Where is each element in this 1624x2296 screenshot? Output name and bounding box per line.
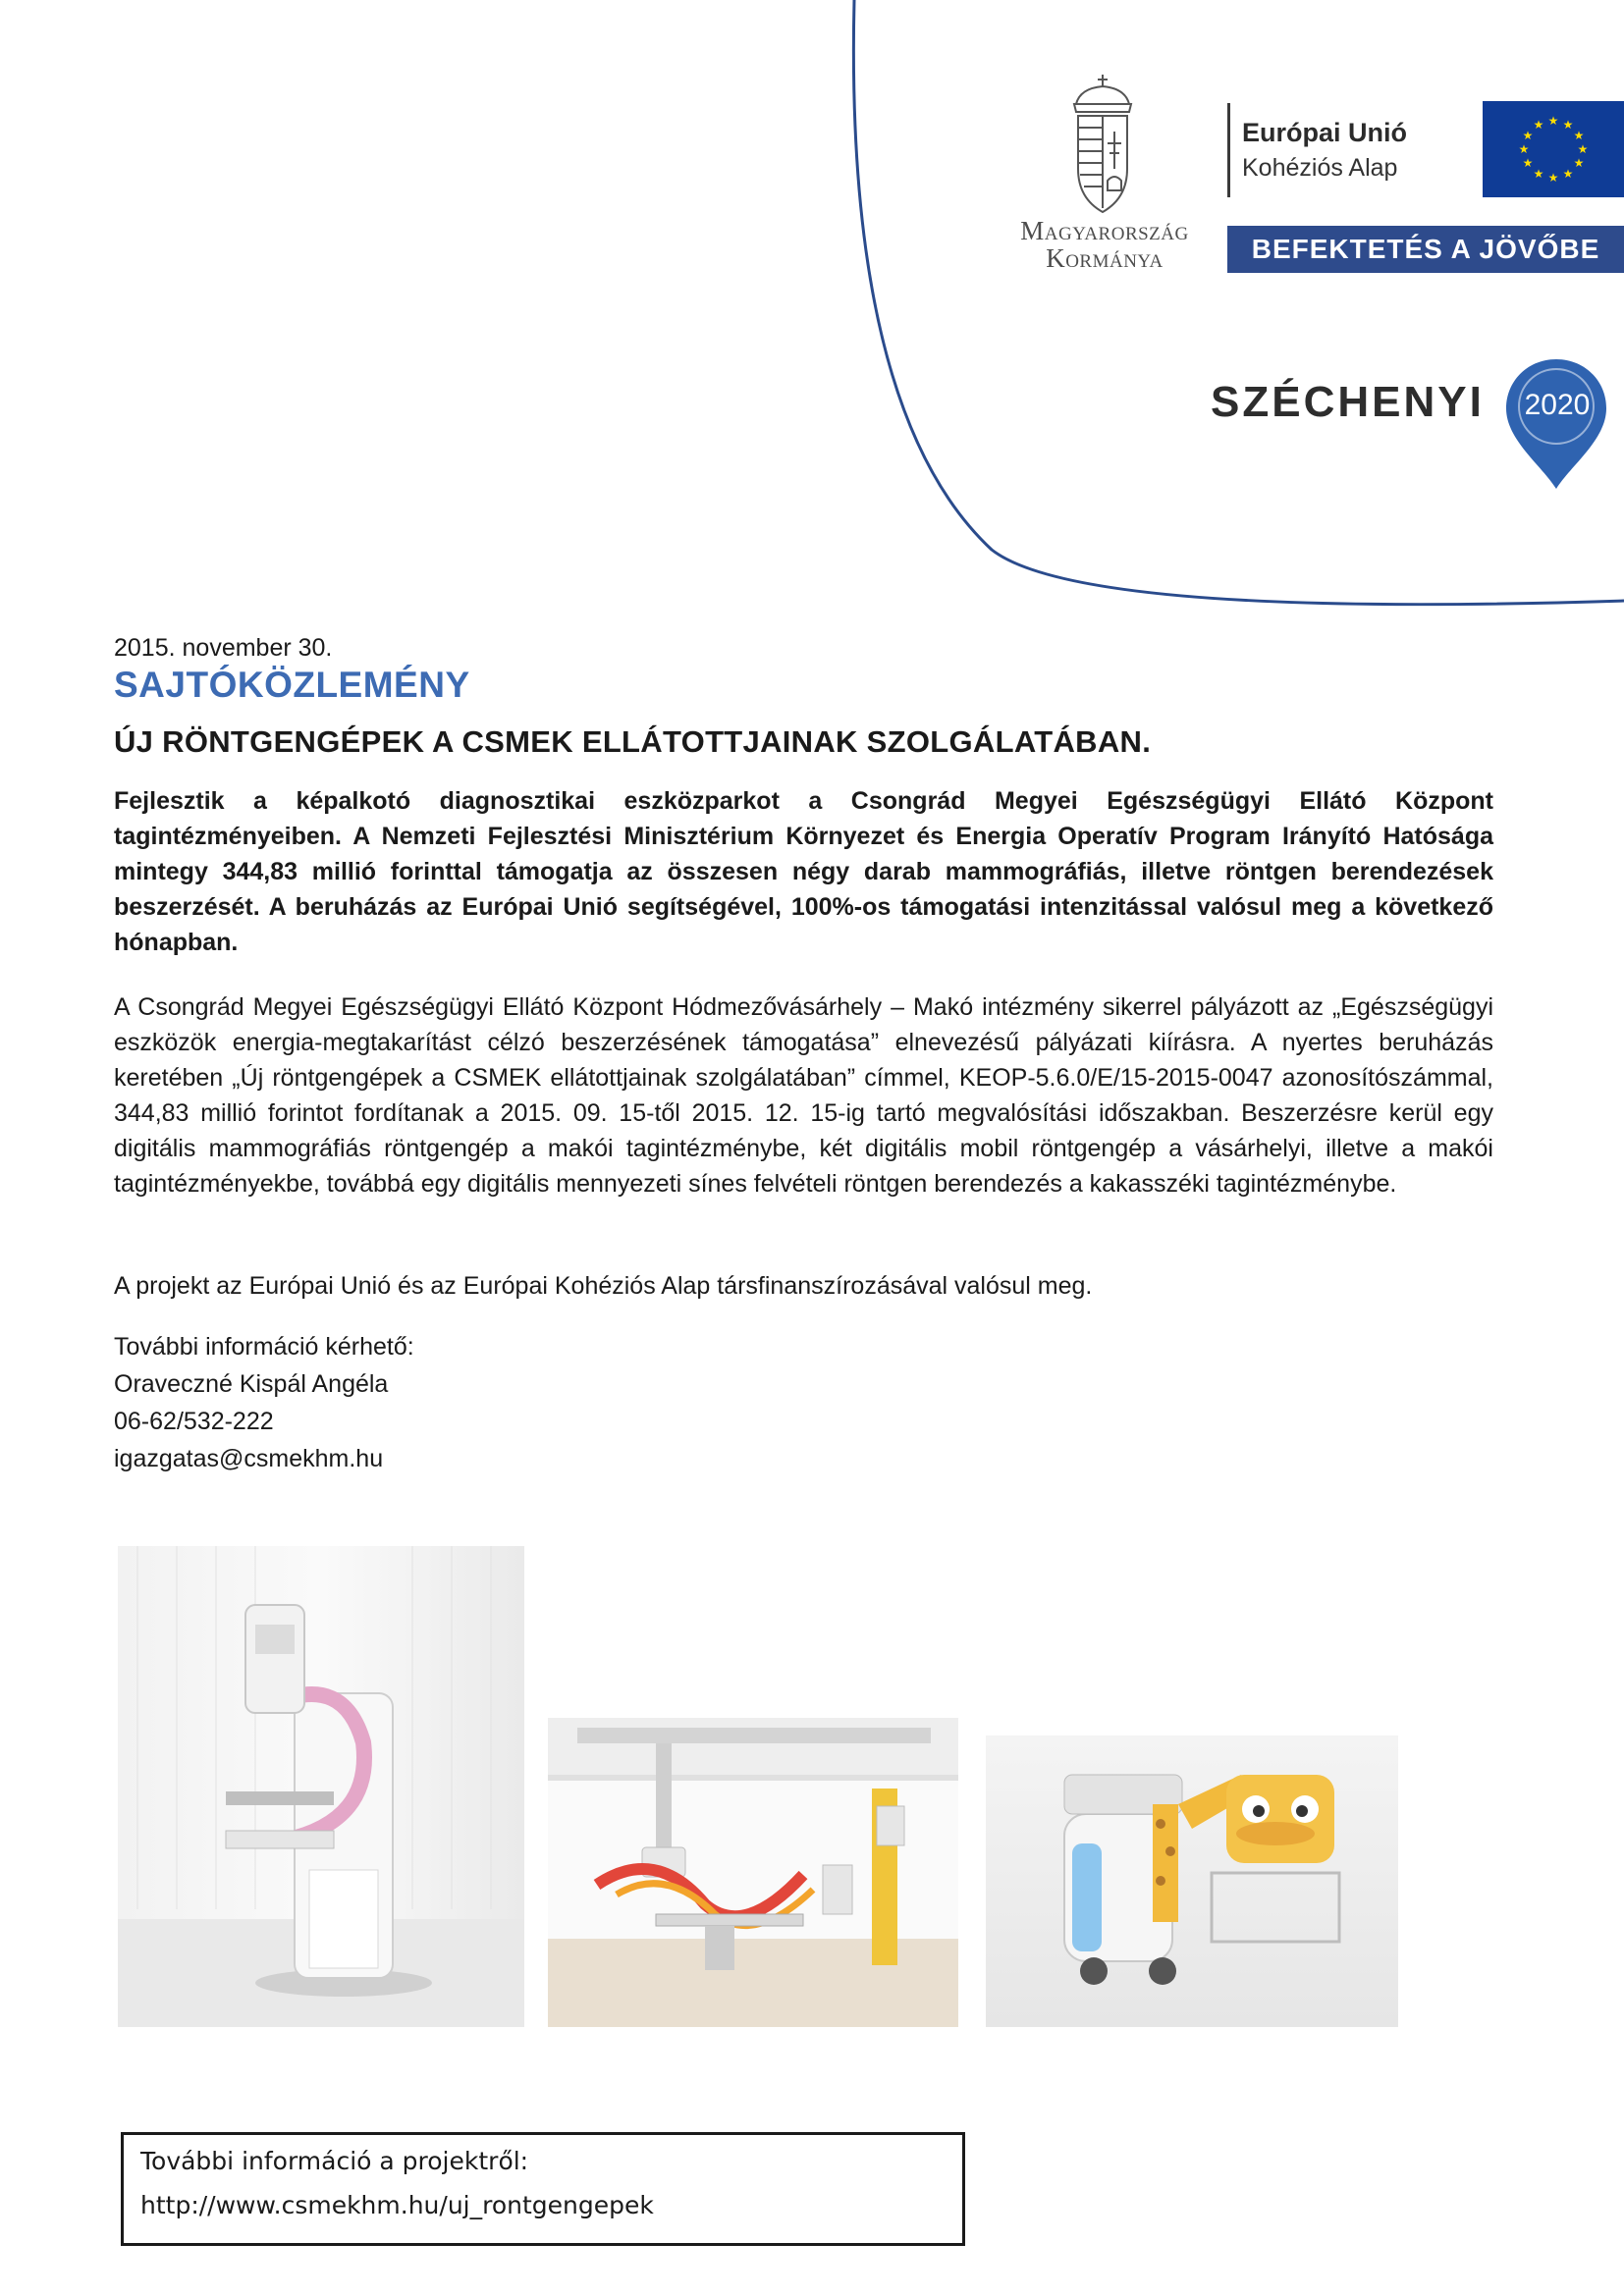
svg-text:★: ★ [1522, 129, 1534, 142]
hungary-coat-of-arms-logo [1058, 71, 1147, 220]
svg-text:★: ★ [1573, 156, 1585, 170]
project-info-label: További információ a projektről: [140, 2147, 529, 2175]
invest-banner: BEFEKTETÉS A JÖVŐBE [1227, 226, 1624, 273]
svg-text:★: ★ [1562, 167, 1574, 181]
body-paragraph-1: A Csongrád Megyei Egészségügyi Ellátó Központ Hódmezővásárhely – Makó intézmény sikerrel pályázott az „Egészségügyi eszközök energia-megtakarítást célzó beszerzésének támogatása” elnevezésű pályázati kiírásra. A nyertes beruházás keretében „Új röntgengépek a CSMEK ellátottjainak szolgálatában” címmel, KEOP-5.6.0/E/15-2015-0047 azonosítószámmal, 344,83 millió forintot fordítanak a 2015. 09. 15-től 2015. 12. 15-ig tartó megvalósítási időszakban. Beszerzésre kerül egy digitális mammográfiás röntgengép a makói tagintézménybe, két digitális mobil röntgengép a vásárhelyi, illetve a makói tagintézményekbe, továbbá egy digitális mennyezeti sínes felvételi röntgen berendezés a kakasszéki tagintézménybe. [114, 993, 1493, 1198]
svg-text:★: ★ [1573, 129, 1585, 142]
szechenyi-logo-text: SZÉCHENYI [1211, 378, 1485, 426]
svg-text:★: ★ [1547, 114, 1559, 128]
ceiling-xray-room-photo [548, 1718, 958, 2027]
mobile-xray-giraffe-photo [986, 1735, 1398, 2027]
svg-text:★: ★ [1533, 167, 1544, 181]
svg-text:★: ★ [1518, 142, 1530, 156]
svg-text:★: ★ [1547, 171, 1559, 185]
szechenyi-pin-icon [1502, 355, 1610, 493]
contact-phone: 06-62/532-222 [114, 1408, 274, 1435]
eu-title: Európai Unió [1242, 118, 1407, 147]
eu-subtitle: Kohéziós Alap [1242, 154, 1398, 182]
contact-label: További információ kérhető: [114, 1333, 414, 1361]
project-info-link[interactable]: http://www.csmekhm.hu/uj_rontgengepek [140, 2191, 654, 2219]
document-date: 2015. november 30. [114, 634, 333, 662]
document-subheading: ÚJ RÖNTGENGÉPEK A CSMEK ELLÁTOTTJAINAK SZOLGÁLATÁBAN. [114, 724, 1152, 759]
mammography-machine-photo [118, 1546, 524, 2027]
svg-text:★: ★ [1533, 118, 1544, 132]
government-name-line2: Kormánya [1046, 243, 1164, 273]
body-paragraph-2: A projekt az Európai Unió és az Európai Kohéziós Alap társfinanszírozásával valósul meg. [114, 1272, 1093, 1300]
eu-divider [1227, 103, 1230, 197]
contact-name: Oraveczné Kispál Angéla [114, 1370, 389, 1398]
contact-email[interactable]: igazgatas@csmekhm.hu [114, 1445, 384, 1472]
government-name-line1: Magyarország [1020, 216, 1189, 245]
svg-text:★: ★ [1577, 142, 1589, 156]
decorative-arc [0, 0, 1624, 628]
svg-text:★: ★ [1562, 118, 1574, 132]
svg-text:★: ★ [1522, 156, 1534, 170]
lead-paragraph: Fejlesztik a képalkotó diagnosztikai eszközparkot a Csongrád Megyei Egészségügyi Ellátó Központ tagintézményeiben. A Nemzeti Fejlesztési Minisztérium Környezet és Energia Operatív Program Irányító Hatósága mintegy 344,83 millió forinttal támogatja az összesen négy darab mammográfiás, illetve röntgen berendezések beszerzését. A beruházás az Európai Unió segítségével, 100%-os támogatási intenzitással valósul meg a következő hónapban. [114, 787, 1493, 956]
szechenyi-year: 2020 [1524, 389, 1591, 421]
page-title: SAJTÓKÖZLEMÉNY [114, 665, 470, 705]
eu-flag-icon [1483, 101, 1624, 197]
